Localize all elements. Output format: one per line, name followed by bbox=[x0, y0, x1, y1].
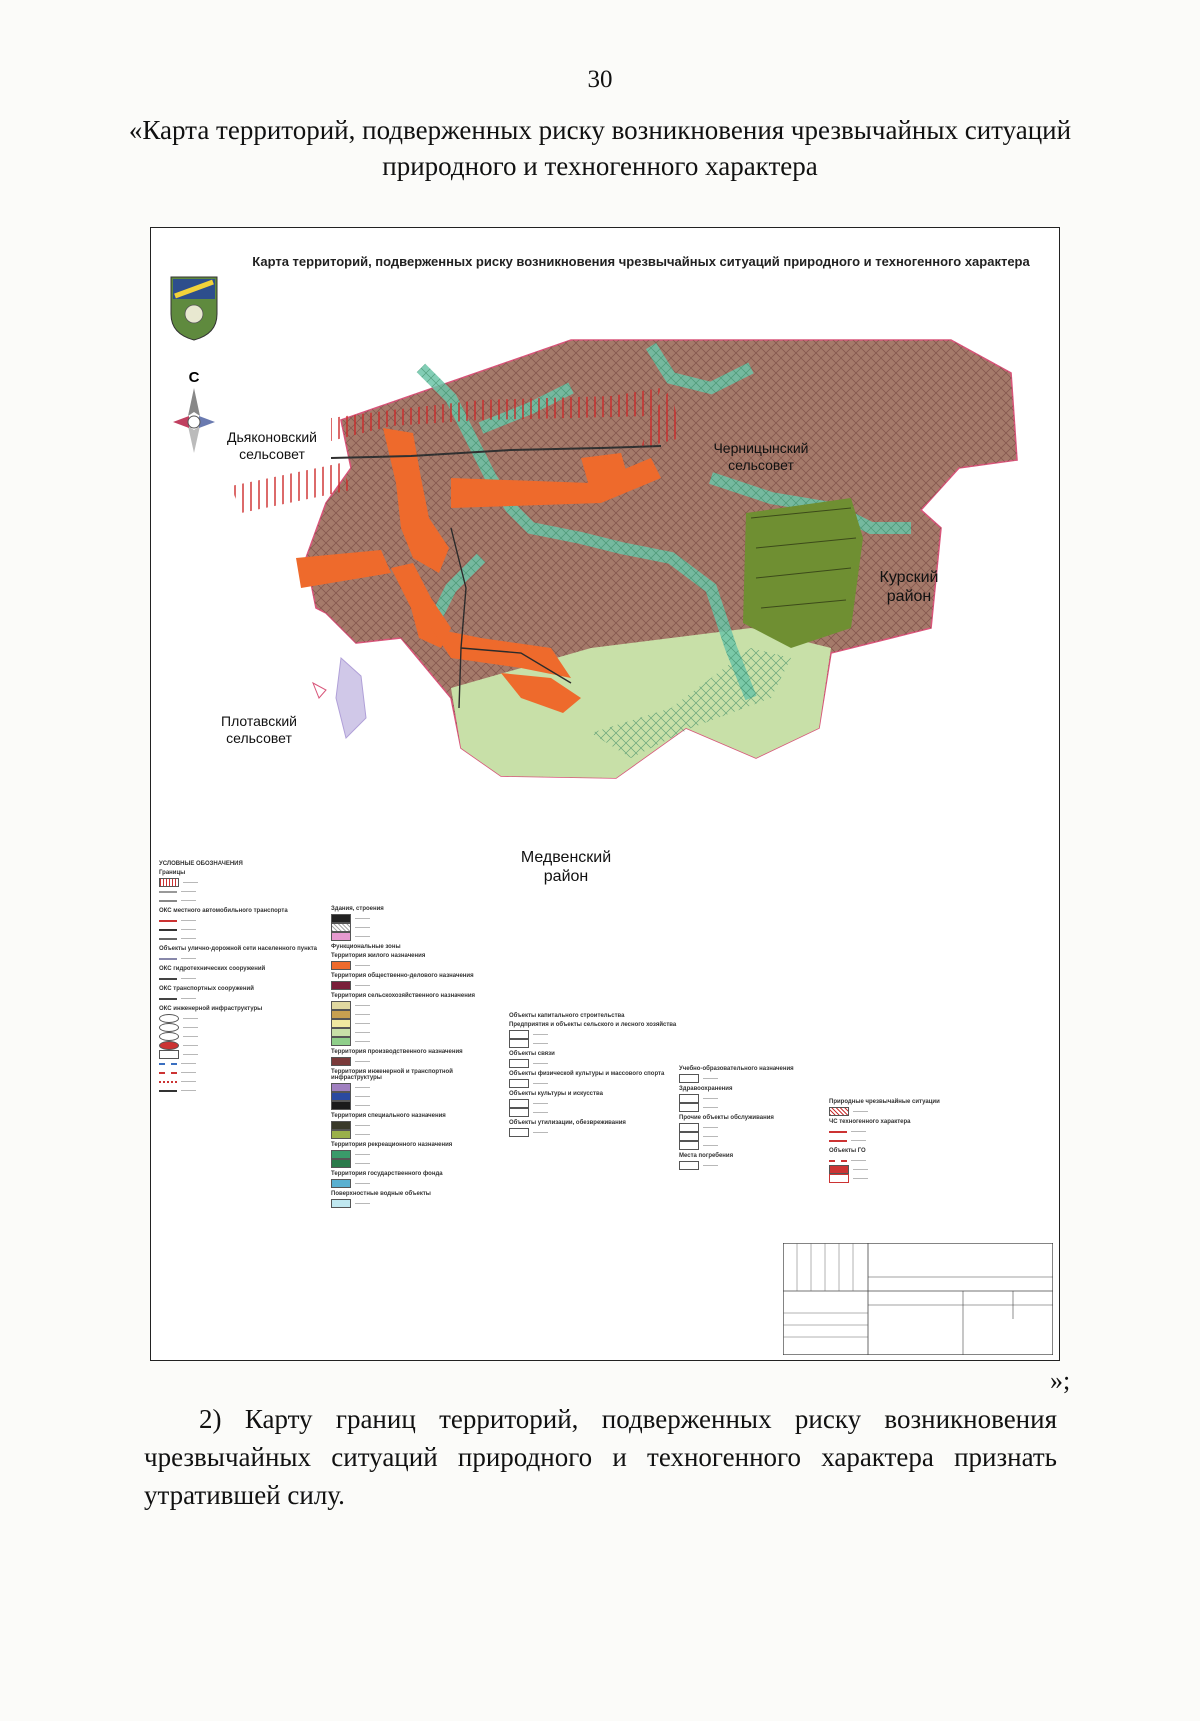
legend-row: ——— bbox=[679, 1141, 809, 1150]
legend-row: ——— bbox=[829, 1165, 979, 1174]
legend-section: Объекты ГО bbox=[829, 1148, 866, 1154]
legend-row: ——— bbox=[679, 1132, 809, 1141]
legend-section: Природные чрезвычайные ситуации bbox=[829, 1099, 940, 1105]
legend-row: ——— bbox=[159, 974, 319, 983]
legend-section: Территория производственного назначения bbox=[331, 1049, 463, 1055]
legend-section: Границы bbox=[159, 870, 186, 876]
legend-row: ——— bbox=[509, 1030, 679, 1039]
legend-row: ——— bbox=[159, 1014, 319, 1023]
legend-row: ——— bbox=[331, 1083, 501, 1092]
legend-row: ——— bbox=[159, 916, 319, 925]
legend-section: Территория рекреационного назначения bbox=[331, 1142, 453, 1148]
legend-section: Объекты связи bbox=[509, 1051, 555, 1057]
legend-col-3 bbox=[509, 1010, 679, 1137]
page-number: 30 bbox=[587, 66, 613, 93]
legend-row: ——— bbox=[331, 1101, 501, 1110]
legend-row: ——— bbox=[829, 1136, 979, 1145]
legend-row: ——— bbox=[159, 1059, 319, 1068]
label-kursky: Курский район bbox=[879, 569, 939, 605]
legend-section: ОКС инженерной инфраструктуры bbox=[159, 1006, 263, 1012]
legend-row: ——— bbox=[331, 961, 501, 970]
legend-row: ——— bbox=[331, 932, 501, 941]
legend-section: Здравоохранения bbox=[679, 1086, 733, 1092]
legend-heading: УСЛОВНЫЕ ОБОЗНАЧЕНИЯ bbox=[159, 861, 243, 867]
legend-row: ——— bbox=[159, 1077, 319, 1086]
risk-map bbox=[150, 227, 1060, 1361]
legend-row: ——— bbox=[829, 1127, 979, 1136]
label-dyakonovsky: Дьяконовский сельсовет bbox=[227, 429, 317, 462]
legend-row: ——— bbox=[159, 1041, 319, 1050]
map-title: Карта территорий, подверженных риску возникновения чрезвычайных ситуаций природного и техногенного характера bbox=[252, 254, 1030, 269]
title-block-stamp bbox=[783, 1243, 1053, 1355]
legend-section: Объекты культуры и искусства bbox=[509, 1091, 603, 1097]
legend-row: ——— bbox=[159, 1086, 319, 1095]
legend-row: ——— bbox=[679, 1103, 809, 1112]
legend-row: ——— bbox=[159, 925, 319, 934]
legend-col-1 bbox=[159, 858, 319, 1095]
label-plotavsky: Плотавский сельсовет bbox=[221, 713, 297, 746]
legend-section: Учебно-образовательного назначения bbox=[679, 1066, 794, 1072]
legend-row: ——— bbox=[159, 1068, 319, 1077]
legend-section: ОКС транспортных сооружений bbox=[159, 986, 254, 992]
legend-row: ——— bbox=[509, 1039, 679, 1048]
legend-section: Территория государственного фонда bbox=[331, 1171, 443, 1177]
legend-section: Здания, строения bbox=[331, 906, 384, 912]
map-legend bbox=[159, 858, 1054, 1358]
legend-section: Места погребения bbox=[679, 1153, 734, 1159]
legend-row: ——— bbox=[331, 1159, 501, 1168]
legend-row: ——— bbox=[159, 1023, 319, 1032]
label-medvensky: Медвенский район bbox=[520, 849, 612, 885]
boundary-marker-triangle bbox=[313, 683, 326, 698]
legend-section: ОКС местного автомобильного транспорта bbox=[159, 908, 288, 914]
document-heading: «Карта территорий, подверженных риску возникновения чрезвычайных ситуаций природного и техногенного характера bbox=[128, 115, 1072, 181]
plotavsky-corner-area bbox=[336, 658, 366, 738]
legend-row: ——— bbox=[331, 1092, 501, 1101]
legend-row: ——— bbox=[331, 1199, 501, 1208]
legend-col-2 bbox=[331, 903, 501, 1208]
legend-row: ——— bbox=[509, 1079, 679, 1088]
legend-row: ——— bbox=[679, 1123, 809, 1132]
legend-row: ——— bbox=[331, 1010, 501, 1019]
legend-row: ——— bbox=[159, 1032, 319, 1041]
legend-row: ——— bbox=[331, 914, 501, 923]
legend-row: ——— bbox=[331, 1057, 501, 1066]
legend-section: Объекты капитального строительства bbox=[509, 1013, 625, 1019]
coat-of-arms-icon bbox=[168, 274, 220, 342]
legend-section: ОКС гидротехнических сооружений bbox=[159, 966, 266, 972]
legend-row: ——— bbox=[679, 1161, 809, 1170]
legend-section: Территория общественно-делового назначения bbox=[331, 973, 474, 979]
label-chernitsynsky: Черницынский сельсовет bbox=[713, 440, 809, 473]
legend-row: ——— bbox=[331, 1121, 501, 1130]
legend-row: ——— bbox=[331, 1028, 501, 1037]
legend-row: ——— bbox=[331, 1179, 501, 1188]
legend-row: ——— bbox=[159, 954, 319, 963]
legend-row: ——— bbox=[829, 1174, 979, 1183]
legend-row: ——— bbox=[509, 1059, 679, 1068]
legend-section: Территория специального назначения bbox=[331, 1113, 446, 1119]
legend-row: ——— bbox=[159, 887, 319, 896]
legend-section: Территория сельскохозяйственного назначения bbox=[331, 993, 476, 999]
legend-row: ——— bbox=[331, 1001, 501, 1010]
legend-section: Территория жилого назначения bbox=[331, 953, 426, 959]
legend-row: ——— bbox=[331, 981, 501, 990]
legend-section: Предприятия и объекты сельского и лесного хозяйства bbox=[509, 1022, 677, 1028]
legend-section: Функциональные зоны bbox=[331, 944, 401, 950]
legend-section: Объекты улично-дорожной сети населенного пункта bbox=[159, 946, 318, 952]
north-compass-icon bbox=[169, 368, 219, 458]
legend-section: Объекты физической культуры и массового спорта bbox=[509, 1071, 665, 1077]
north-label: С bbox=[188, 369, 200, 386]
legend-section: Объекты утилизации, обезвреживания bbox=[509, 1120, 626, 1126]
legend-section: Прочие объекты обслуживания bbox=[679, 1115, 774, 1121]
legend-row: ——— bbox=[331, 1019, 501, 1028]
body-paragraph: 2) Карту границ территорий, подверженных риску возникновения чрезвычайных ситуаций природного и техногенного характера признать утратившей силу. bbox=[144, 1404, 1057, 1510]
legend-section: Территория инженерной и транспортной инфраструктуры bbox=[331, 1069, 453, 1081]
legend-row: ——— bbox=[679, 1094, 809, 1103]
legend-row: ——— bbox=[829, 1156, 979, 1165]
legend-row: ——— bbox=[829, 1107, 979, 1116]
legend-row: ——— bbox=[509, 1099, 679, 1108]
legend-row: ——— bbox=[331, 923, 501, 932]
legend-row: ——— bbox=[509, 1128, 679, 1137]
legend-row: ——— bbox=[331, 1150, 501, 1159]
legend-row: ——— bbox=[159, 994, 319, 1003]
legend-row: ——— bbox=[159, 934, 319, 943]
legend-row: ——— bbox=[331, 1130, 501, 1139]
legend-section: Поверхностные водные объекты bbox=[331, 1191, 431, 1197]
legend-row: ——— bbox=[679, 1074, 809, 1083]
legend-row: ——— bbox=[159, 896, 319, 905]
closing-quote: »; bbox=[1050, 1366, 1071, 1395]
legend-row: ——— bbox=[509, 1108, 679, 1117]
legend-row: ——— bbox=[159, 878, 319, 887]
legend-col-4 bbox=[679, 1063, 809, 1170]
legend-col-5 bbox=[829, 1096, 979, 1183]
legend-row: ——— bbox=[331, 1037, 501, 1046]
legend-row: ——— bbox=[159, 1050, 319, 1059]
legend-section: ЧС техногенного характера bbox=[829, 1119, 911, 1125]
